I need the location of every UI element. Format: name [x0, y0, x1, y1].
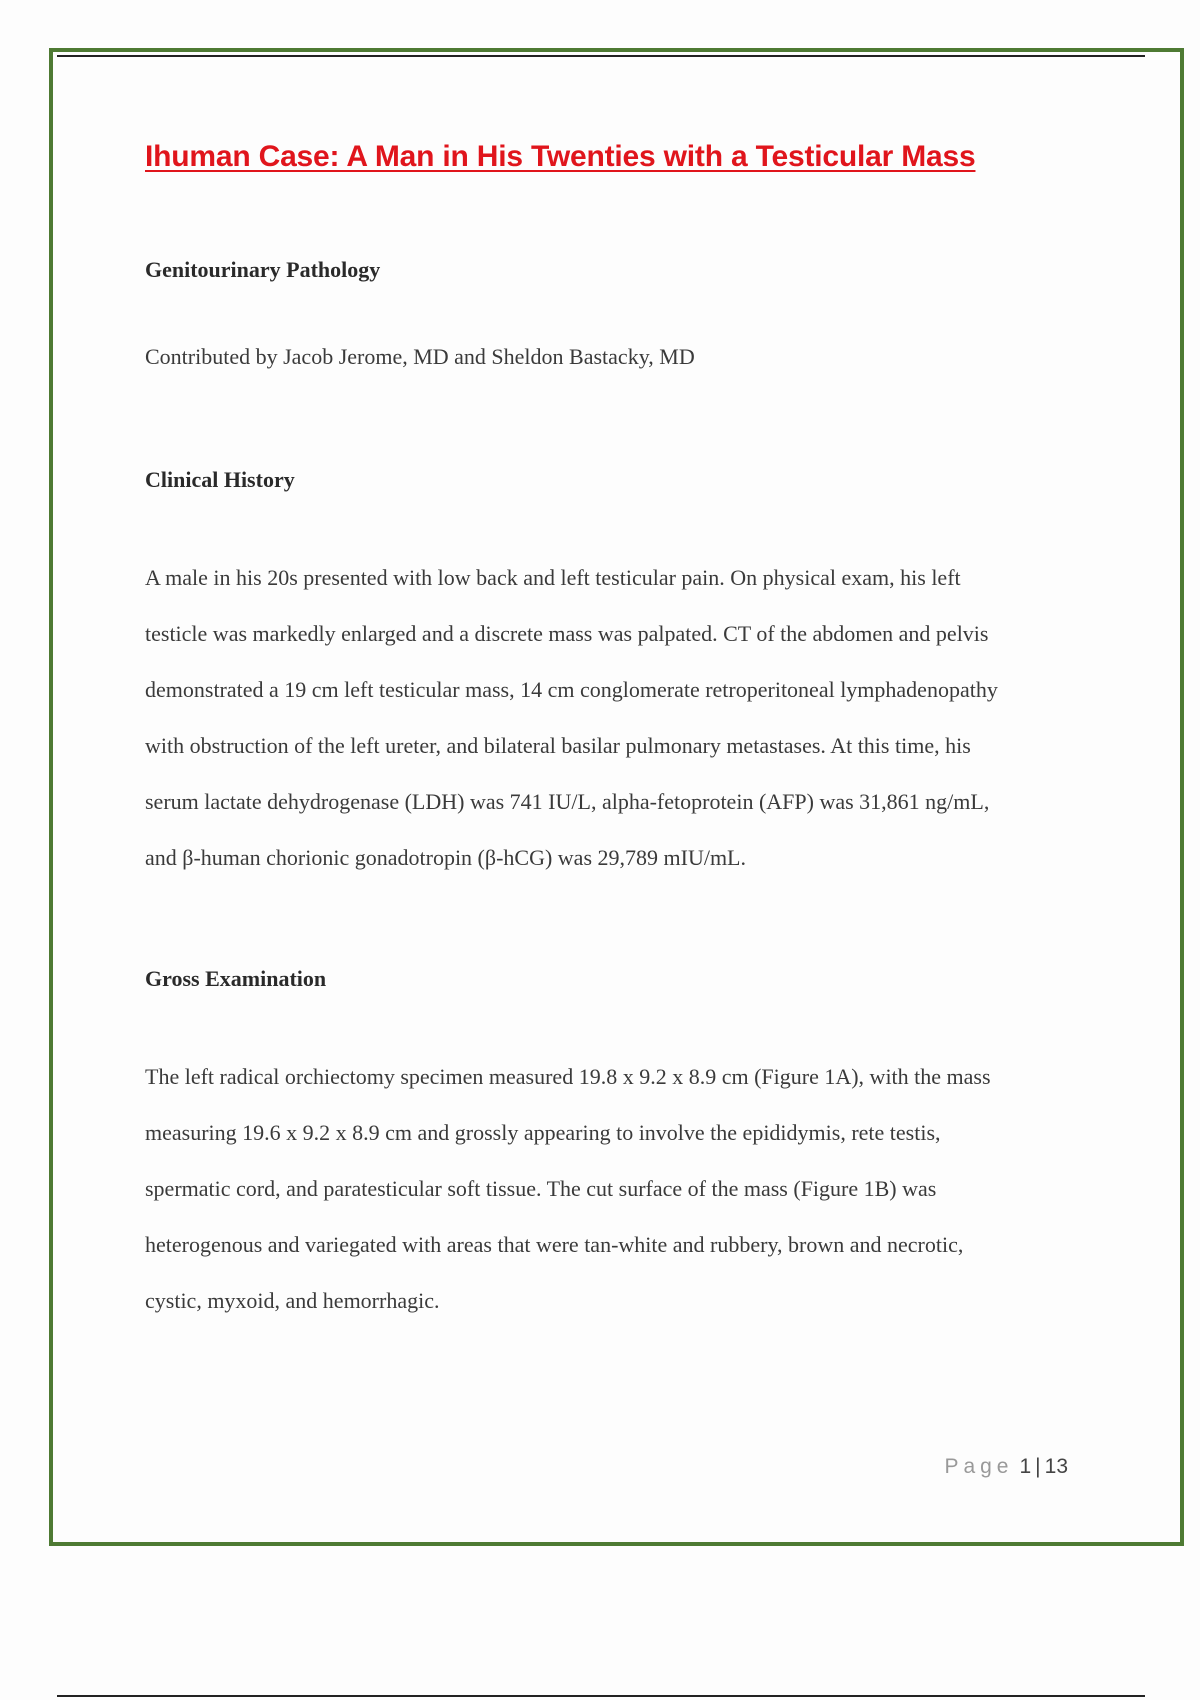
- page-separator: |: [1035, 1455, 1041, 1478]
- gross-examination-paragraph: [145, 1049, 1090, 1329]
- paragraph-line: The left radical orchiectomy specimen measured 19.8 x 9.2 x 8.9 cm (Figure 1A), with the mass: [145, 1064, 991, 1089]
- byline: Contributed by Jacob Jerome, MD and Sheldon Bastacky, MD: [145, 344, 695, 369]
- section-heading-gross-examination: Gross Examination: [145, 966, 327, 991]
- paragraph-line: spermatic cord, and paratesticular soft tissue. The cut surface of the mass (Figure 1B) was: [145, 1176, 937, 1201]
- paragraph-line: cystic, myxoid, and hemorrhagic.: [145, 1288, 440, 1313]
- bottom-rule: [57, 1695, 1145, 1697]
- document-title: Ihuman Case: A Man in His Twenties with a Testicular Mass: [145, 140, 976, 173]
- current-page-number: 1: [1019, 1455, 1032, 1478]
- total-page-count: 13: [1044, 1455, 1068, 1478]
- section-heading-clinical-history: Clinical History: [145, 467, 295, 492]
- page-label: Page: [944, 1455, 1014, 1478]
- paragraph-line: with obstruction of the left ureter, and bilateral basilar pulmonary metastases. At this time, his: [145, 733, 971, 758]
- page-number-footer: [944, 1455, 1068, 1479]
- paragraph-line: measuring 19.6 x 9.2 x 8.9 cm and grossly appearing to involve the epididymis, rete testis,: [145, 1120, 941, 1145]
- clinical-history-paragraph: [145, 550, 1090, 886]
- paragraph-line: heterogenous and variegated with areas that were tan-white and rubbery, brown and necrotic,: [145, 1232, 964, 1257]
- category-heading: Genitourinary Pathology: [145, 257, 381, 282]
- page-content: [145, 140, 1090, 1313]
- paragraph-line: serum lactate dehydrogenase (LDH) was 741 IU/L, alpha-fetoprotein (AFP) was 31,861 ng/mL,: [145, 789, 990, 814]
- paragraph-line: testicle was markedly enlarged and a discrete mass was palpated. CT of the abdomen and pelvis: [145, 621, 989, 646]
- paragraph-line: A male in his 20s presented with low back and left testicular pain. On physical exam, his left: [145, 565, 961, 590]
- paragraph-line: and β-human chorionic gonadotropin (β-hCG) was 29,789 mIU/mL.: [145, 845, 746, 870]
- paragraph-line: demonstrated a 19 cm left testicular mass, 14 cm conglomerate retroperitoneal lymphadenopathy: [145, 677, 998, 702]
